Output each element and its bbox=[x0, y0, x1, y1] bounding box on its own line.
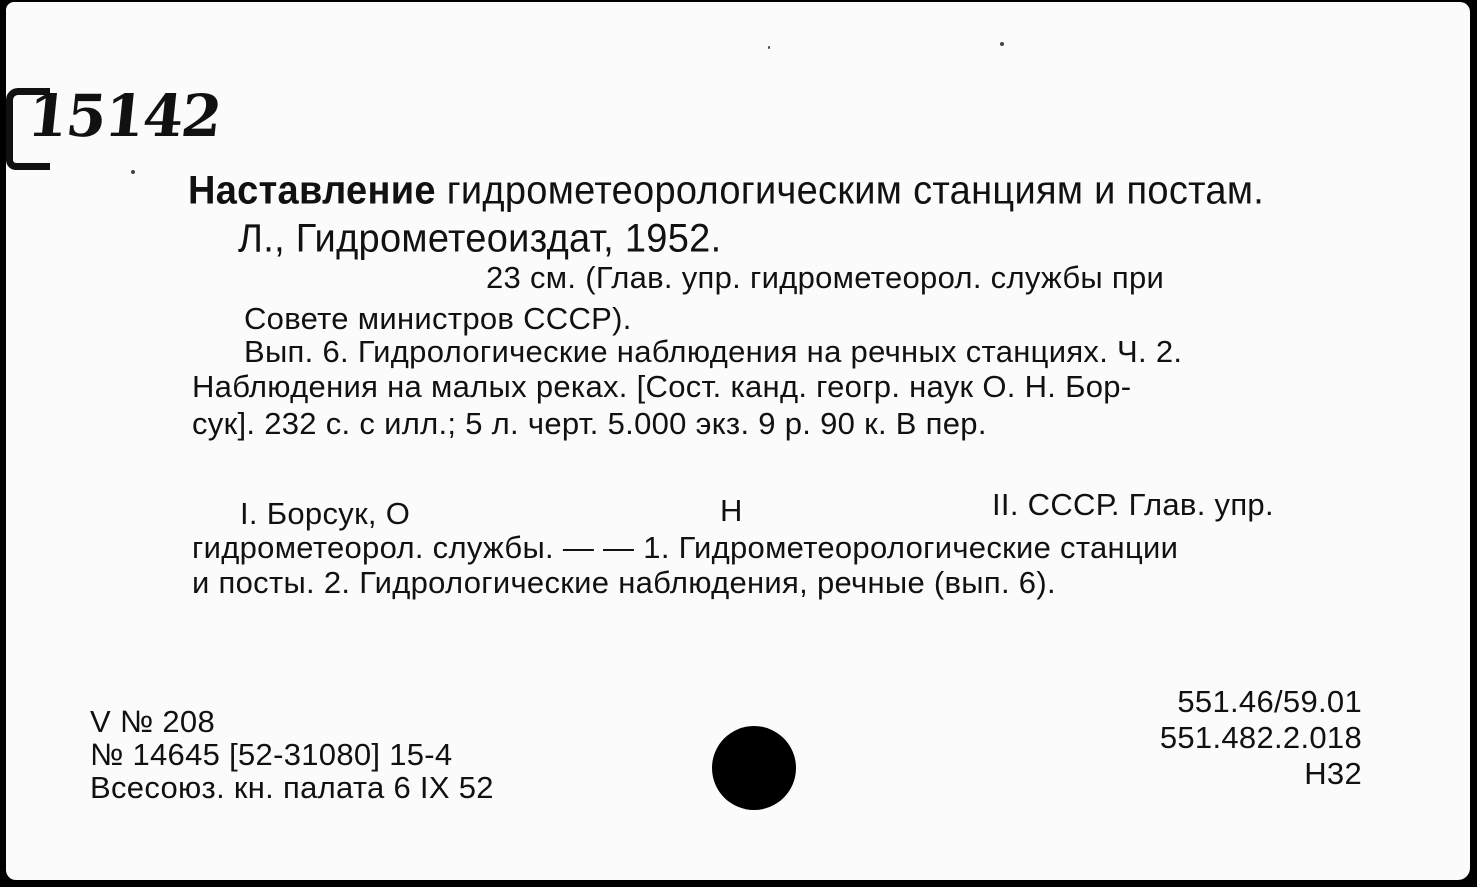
classification-3: Н32 bbox=[1304, 756, 1362, 791]
speck bbox=[768, 46, 770, 49]
volume-line-3: сук]. 232 с. с илл.; 5 л. черт. 5.000 экз. 9 р. 90 к. В пер. bbox=[192, 406, 987, 441]
tracing-line-3: и посты. 2. Гидрологические наблюдения, речные (вып. 6). bbox=[192, 565, 1056, 600]
title-bold: Наставление bbox=[188, 168, 436, 214]
title-line bbox=[188, 169, 1264, 214]
punch-hole bbox=[712, 726, 796, 810]
footer-left-line-1: V № 208 bbox=[90, 704, 215, 739]
tracing-part-1: I. Борсук, О bbox=[240, 496, 411, 531]
volume-line-2: Наблюдения на малых реках. [Сост. канд. геогр. наук О. Н. Бор- bbox=[192, 369, 1132, 404]
footer-left-line-2: № 14645 [52-31080] 15-4 bbox=[90, 737, 453, 772]
tracing-part-3: II. СССР. Глав. упр. bbox=[992, 487, 1274, 522]
description-line-1: 23 см. (Глав. упр. гидрометеорол. службы при bbox=[486, 260, 1165, 295]
tracing-part-2: Н bbox=[720, 493, 743, 528]
imprint-line: Л., Гидрометеоиздат, 1952. bbox=[238, 216, 722, 262]
speck bbox=[131, 170, 135, 174]
classification-2: 551.482.2.018 bbox=[1159, 720, 1362, 755]
handwritten-catalog-number: 15142 bbox=[24, 82, 224, 150]
title-rest: гидрометеорологическим станциям и постам. bbox=[446, 168, 1265, 214]
description-line-2: Совете министров СССР). bbox=[244, 301, 632, 336]
catalog-card bbox=[6, 2, 1470, 880]
volume-line-1: Вып. 6. Гидрологические наблюдения на речных станциях. Ч. 2. bbox=[244, 334, 1183, 369]
classification-1: 551.46/59.01 bbox=[1177, 684, 1362, 719]
speck bbox=[1000, 42, 1004, 46]
footer-left-line-3: Всесоюз. кн. палата 6 IX 52 bbox=[90, 770, 494, 805]
tracing-line-2: гидрометеорол. службы. — — 1. Гидрометеорологические станции bbox=[192, 530, 1179, 565]
